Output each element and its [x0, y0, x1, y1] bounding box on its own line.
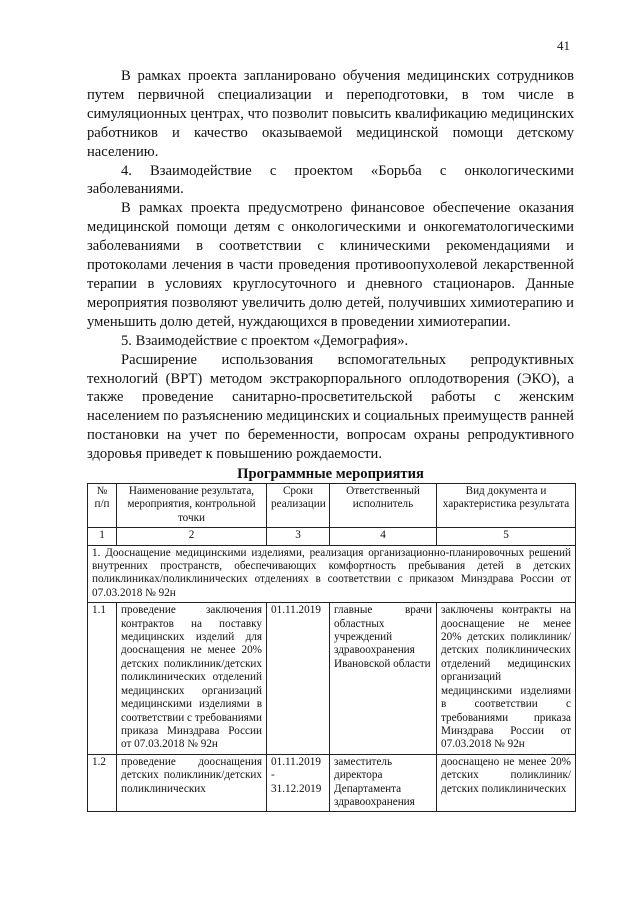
paragraph: Расширение использования вспомогательных репродуктивных технологий (ВРТ) методом экстракорпорального оплодотворения (ЭКО), а также проведение санитарно-просветительской работы с женским населением по разъяснению медицинских и социальных преимуществ ранней постановки на учет по беременности, вопросам охраны репродуктивного здоровья приведет к повышению рождаемости. [87, 351, 574, 463]
section-cell: 1. Дооснащение медицинскими изделиями, реализация организационно-планировочных решений внутренних пространств, обеспечивающих комфортность пребывания детей в детских поликлиниках/поликлинических отделениях в соответствии с приказом Минздрава России от 07.03.2018 № 92н [88, 545, 576, 603]
table-container [80, 483, 580, 843]
body-text [87, 67, 574, 464]
paragraph: 4. Взаимодействие с проектом «Борьба с онкологическими заболеваниями. [87, 162, 574, 198]
row-dates: 01.11.2019 - 31.12.2019 [267, 754, 330, 812]
table-row [88, 754, 576, 812]
row-num: 1.1 [88, 603, 117, 754]
page-number: 41 [557, 38, 570, 53]
paragraph: 5. Взаимодействие с проектом «Демография». [121, 332, 409, 349]
row-responsible: главные врачи областных учреждений здравоохранения Ивановской области [330, 603, 437, 754]
row-dates: 01.11.2019 [267, 603, 330, 754]
section-row [88, 545, 576, 603]
row-num: 1.2 [88, 754, 117, 812]
column-number: 1 [88, 528, 117, 545]
header-result: Вид документа и характеристика результата [437, 484, 576, 528]
column-number: 3 [267, 528, 330, 545]
column-number: 4 [330, 528, 437, 545]
header-responsible: Ответственный исполнитель [330, 484, 437, 528]
row-result: дооснащено не менее 20% детских поликлиник/детских поликлинических [437, 754, 576, 812]
table-row [88, 603, 576, 754]
table-title: Программные мероприятия [237, 466, 424, 482]
header-num: № п/п [88, 484, 117, 528]
program-table [87, 483, 576, 812]
row-name: проведение дооснащения детских поликлиник/детских поликлинических [117, 754, 267, 812]
row-responsible: заместитель директора Департамента здравоохранения [330, 754, 437, 812]
column-number: 2 [117, 528, 267, 545]
table-header-row [88, 484, 576, 528]
row-result: заключены контракты на дооснащение не менее 20% детских поликлиник/детских поликлинических отделений медицинских организаций медицинскими изделиями в соответствии с требованиями приказа Минздрава России от 07.03.2018 № 92н [437, 603, 576, 754]
row-name: проведение заключения контрактов на поставку медицинских изделий для дооснащения не менее 20% детских поликлиник/детских поликлинических отделений медицинских организаций медицинскими изделиями в соответствии с требованиями приказа Минздрава России от 07.03.2018 № 92н [117, 603, 267, 754]
header-dates: Сроки реализации [267, 484, 330, 528]
paragraph: В рамках проекта запланировано обучения медицинских сотрудников путем первичной специализации и переподготовки, в том числе в симуляционных центрах, что позволит повысить квалификацию медицинских работников и качество оказываемой медицинской помощи детскому населению. [87, 68, 574, 160]
header-name: Наименование результата, мероприятия, контрольной точки [117, 484, 267, 528]
column-number-row [88, 528, 576, 545]
column-number: 5 [437, 528, 576, 545]
paragraph: В рамках проекта предусмотрено финансовое обеспечение оказания медицинской помощи детям с онкологическими и онкогематологическими заболеваниями в соответствии с клиническими рекомендациями и протоколами лечения в части проведения противоопухолевой лекарственной терапии в условиях круглосуточного и дневного стационаров. Данные мероприятия позволяют увеличить долю детей, получивших химиотерапию и уменьшить долю детей, нуждающихся в проведении химиотерапии. [87, 200, 574, 330]
